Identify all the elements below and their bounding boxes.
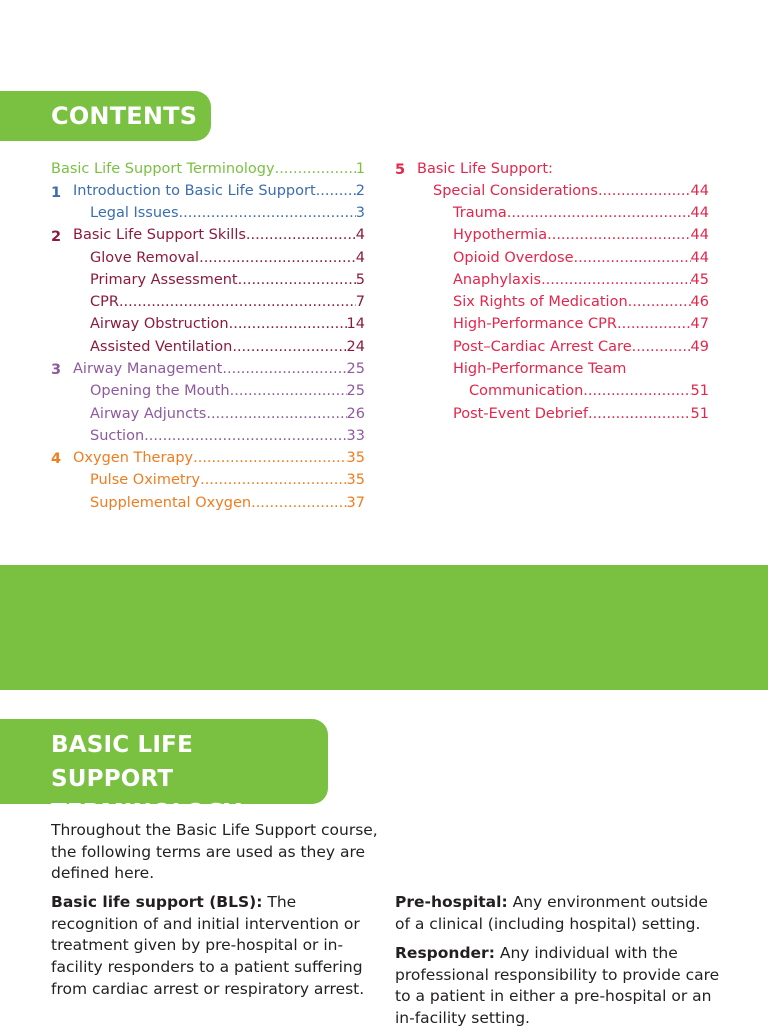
toc-chapter-number: 5 (395, 162, 406, 178)
term-bls-definition: The recognition of and initial intervention or treatment given by pre-hospital or in-facility responders to a patient suffering from cardiac arrest or respiratory arrest. (51, 893, 365, 998)
term-bls-label: Basic life support (BLS): (51, 893, 263, 911)
section-divider-band (0, 565, 768, 690)
contents-heading: CONTENTS (51, 102, 198, 130)
toc-entry[interactable]: Introduction to Basic Life Support ..... 2 (73, 183, 365, 205)
toc-entry[interactable]: Basic Life Support Terminology ..... 1 (51, 161, 365, 183)
contents-heading-tab (0, 91, 211, 141)
toc-entry[interactable]: Supplemental Oxygen ..... 37 (90, 495, 365, 517)
toc-entry[interactable]: Basic Life Support Skills ..... 4 (73, 227, 365, 249)
toc-entry[interactable]: Primary Assessment ..... 5 (90, 272, 365, 294)
toc-entry[interactable]: High-Performance Team (453, 361, 627, 377)
terminology-heading-line2: TERMINOLOGY (51, 800, 241, 826)
toc-entry[interactable]: Opioid Overdose ..... 44 (453, 250, 709, 272)
toc-entry[interactable]: Basic Life Support: (417, 161, 553, 177)
term-prehospital (395, 892, 725, 935)
toc-entry[interactable]: Suction ..... 33 (90, 428, 365, 450)
toc-entry[interactable]: Airway Management ..... 25 (73, 361, 365, 383)
term-responder-label: Responder: (395, 944, 495, 962)
toc-chapter-number: 1 (51, 185, 62, 201)
toc-entry[interactable]: Pulse Oximetry ..... 35 (90, 472, 365, 494)
term-bls (51, 892, 376, 1001)
toc-entry[interactable]: Anaphylaxis ..... 45 (453, 272, 709, 294)
terminology-heading-line1: BASIC LIFE SUPPORT (51, 732, 193, 792)
toc-chapter-number: 2 (51, 229, 62, 245)
toc-entry[interactable]: Airway Adjuncts ..... 26 (90, 406, 365, 428)
toc-entry[interactable]: Post–Cardiac Arrest Care ..... 49 (453, 339, 709, 361)
toc-entry[interactable]: CPR ..... 7 (90, 294, 365, 316)
toc-entry[interactable]: Special Considerations ..... 44 (433, 183, 709, 205)
toc-entry[interactable]: Six Rights of Medication ..... 46 (453, 294, 709, 316)
term-responder-definition: Any individual with the professional responsibility to provide care to a patient in either a pre-hospital or an in-facility setting. (395, 944, 720, 1028)
toc-entry[interactable]: Oxygen Therapy ..... 35 (73, 450, 365, 472)
toc-entry[interactable]: Communication ..... 51 (469, 383, 709, 405)
toc-entry[interactable]: Assisted Ventilation ..... 24 (90, 339, 365, 361)
terminology-heading-tab (0, 719, 328, 826)
toc-entry[interactable]: Trauma ..... 44 (453, 205, 709, 227)
term-responder (395, 943, 725, 1030)
toc-entry[interactable]: Airway Obstruction ..... 14 (90, 316, 365, 338)
toc-entry[interactable]: Legal Issues ..... 3 (90, 205, 365, 227)
term-prehospital-label: Pre-hospital: (395, 893, 508, 911)
toc-chapter-number: 3 (51, 362, 62, 378)
term-prehospital-definition: Any environment outside of a clinical (including hospital) setting. (395, 893, 708, 933)
toc-chapter-number: 4 (51, 451, 62, 467)
toc-entry[interactable]: Opening the Mouth ..... 25 (90, 383, 365, 405)
toc-entry[interactable]: Post-Event Debrief ..... 51 (453, 406, 709, 428)
terminology-intro: Throughout the Basic Life Support course, the following terms are used as they are defined here. (51, 821, 378, 883)
toc-entry[interactable]: Hypothermia ..... 44 (453, 227, 709, 249)
toc-entry[interactable]: Glove Removal ..... 4 (90, 250, 365, 272)
toc-entry[interactable]: High-Performance CPR ..... 47 (453, 316, 709, 338)
